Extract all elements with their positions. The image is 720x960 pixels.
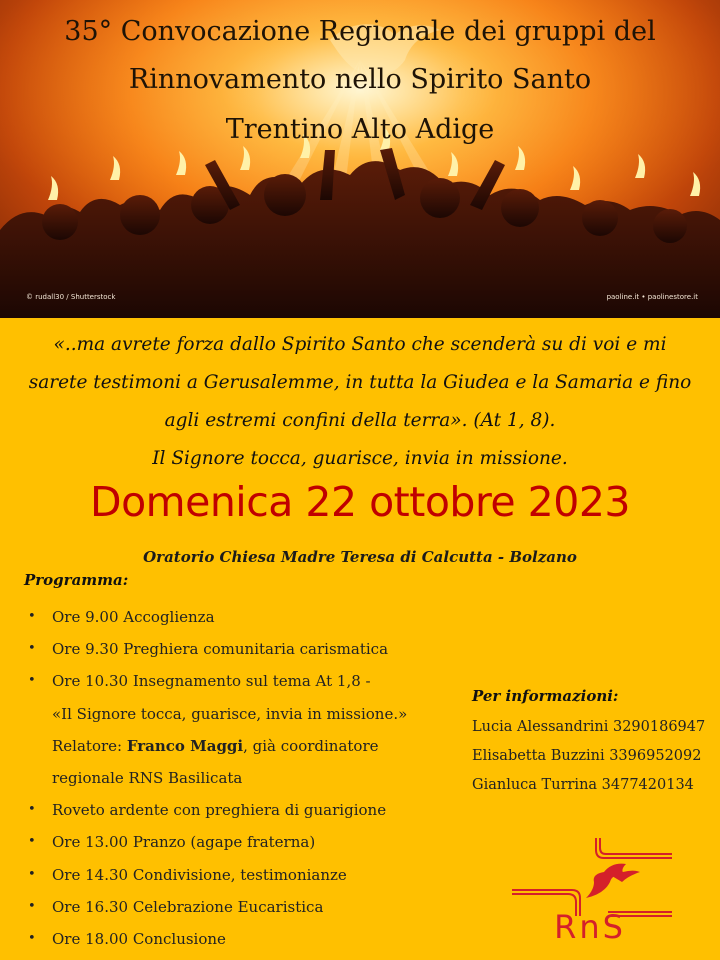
title-line-1: 35° Convocazione Regionale dei gruppi del (64, 16, 656, 47)
bullet: • (28, 866, 36, 882)
program-item: • Ore 18.00 Conclusione (28, 923, 448, 955)
event-date: Domenica 22 ottobre 2023 (90, 478, 630, 526)
bullet: • (28, 834, 36, 850)
bullet: • (28, 898, 36, 914)
quote-line-3 (20, 410, 700, 431)
info-title: Per informazioni: (472, 687, 619, 705)
bullet: • (28, 931, 36, 947)
program-item: • Ore 9.30 Preghiera comunitaria carismatica (28, 633, 448, 665)
program-item-teaching: • Ore 10.30 Insegnamento sul tema At 1,8 - «Il Signore tocca, guarisce, invia in missione.» Relatore: Franco Maggi, già coordinatore regionale RNS Basilicata (28, 665, 448, 794)
quote-text-end: agli estremi confini della terra». (164, 410, 468, 431)
speaker-name: Franco Maggi (126, 736, 244, 755)
program-item: • Ore 9.00 Accoglienza (28, 601, 448, 633)
publisher-credit: paoline.it • paolinestore.it (606, 293, 698, 301)
bullet: • (28, 609, 36, 624)
rns-logo (512, 838, 672, 954)
image-credit: © rudall30 / Shutterstock (26, 293, 116, 301)
bullet: • (28, 641, 36, 657)
event-venue: Oratorio Chiesa Madre Teresa di Calcutta - Bolzano (143, 548, 577, 566)
speaker-role: regionale RNS Basilicata (52, 769, 243, 788)
contact-gianluca: Gianluca Turrina 3477420134 (472, 777, 694, 793)
program-item: • Roveto ardente con preghiera di guarigione (28, 794, 448, 826)
speaker-suffix: , già coordinatore (243, 736, 379, 755)
program-item: • Ore 13.00 Pranzo (agape fraterna) (28, 826, 448, 858)
teaching-theme: «Il Signore tocca, guarisce, invia in missione.» (52, 704, 408, 723)
program-item: • Ore 14.30 Condivisione, testimonianze (28, 859, 448, 891)
contact-lucia: Lucia Alessandrini 3290186947 (472, 719, 706, 735)
bible-reference: (At 1, 8). (467, 410, 556, 431)
hero-banner (0, 0, 720, 318)
contact-elisabetta: Elisabetta Buzzini 3396952092 (472, 748, 702, 764)
motto: Il Signore tocca, guarisce, invia in missione. (152, 448, 568, 469)
dove-logo-icon (586, 864, 626, 898)
speaker-prefix: Relatore: (52, 736, 127, 755)
quote-line-2: sarete testimoni a Gerusalemme, in tutta la Giudea e la Samaria e fino (28, 372, 692, 393)
program-list (28, 601, 448, 955)
program-title: Programma: (24, 571, 129, 589)
program-item: • Ore 16.30 Celebrazione Eucaristica (28, 891, 448, 923)
logo-text: RnS (554, 908, 626, 946)
bullet: • (28, 673, 36, 689)
title-line-2: Rinnovamento nello Spirito Santo (128, 64, 592, 95)
quote-line-1: «..ma avrete forza dallo Spirito Santo che scenderà su di voi e mi (53, 334, 667, 355)
bullet: • (28, 802, 36, 818)
title-line-3: Trentino Alto Adige (225, 114, 495, 145)
